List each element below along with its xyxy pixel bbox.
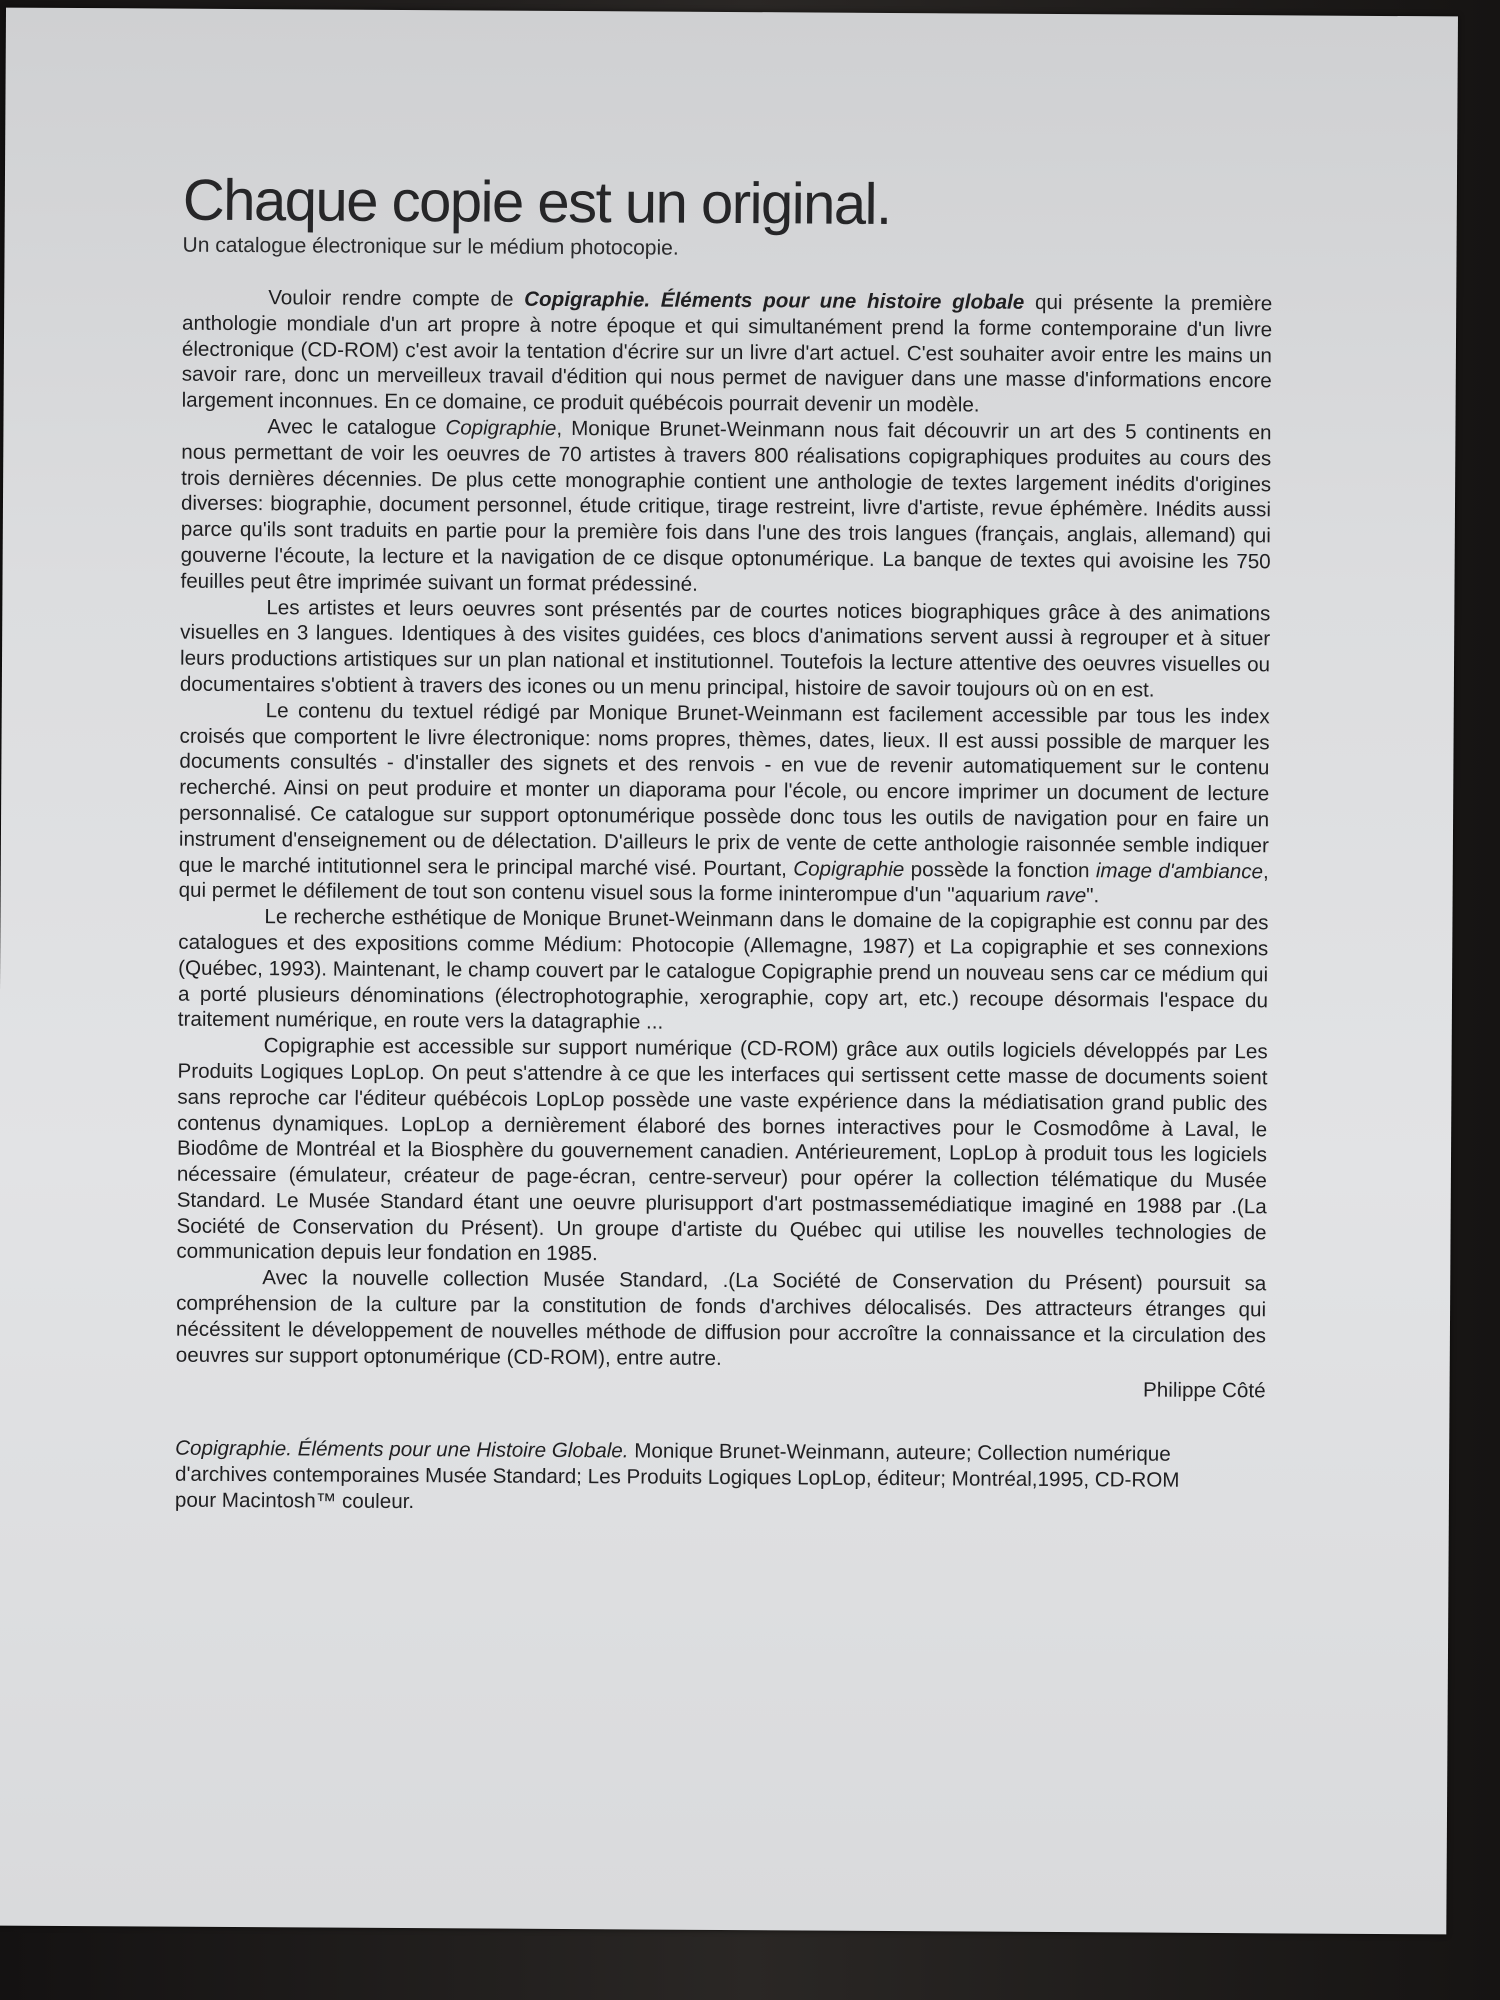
article-subtitle: Un catalogue électronique sur le médium photocopie. [182, 233, 679, 260]
p4-end: ". [1086, 884, 1100, 908]
paragraph-6: Copigraphie est accessible sur support numérique (CD-ROM) grâce aux outils logiciels développés par Les Produits Logiques LopLop. On peut s'attendre à ce que les interfaces qui sertissent cette masse de documents soient sans reproche car l'éditeur québécois LopLop possède une vaste expérience dans la médiatisation grand public des contenus dynamiques. LopLop a dernièrement élaboré des bornes interactives pour le Cosmodôme à Laval, le Biodôme de Montréal et la Biosphère du gouvernement canadien. Antérieurement, LopLop à produit tous les logiciels nécessaire (émulateur, créateur de page-écran, centre-serveur) pour opérer la collection télématique du Musée Standard. Le Musée Standard étant une oeuvre plurisupport d'art postmassemédiatique imaginé en 1988 par .(La Société de Conservation du Présent). Un groupe d'artiste du Québec qui utilise les nouvelles technologies de communication depuis leur fondation en 1985. [176, 1034, 1268, 1266]
p4-italic-1: Copigraphie [793, 856, 905, 881]
p2-rest: , Monique Brunet-Weinmann nous fait découvrir un art des 5 continents en nous permettant de voir les oeuvres de 70 artistes à travers 800 réalisations copigraphiques produites au cours des trois dernières décennies. De plus cette monographie contient une anthologie de textes largement inédits d'origines diverses: biographie, document personnel, étude critique, tirage restreint, livre d'artiste, revue éphémère. Inédits aussi parce qu'ils sont traduits en partie pour la première fois dans l'une des trois langues (français, anglais, allemand) qui gouverne l'écoute, la lecture et la navigation de ce disque optonumérique. La banque de textes qui avoisine les 750 feuilles peut être imprimée suivant un format prédessiné. [180, 416, 1272, 596]
p4-mid: possède la fonction [904, 857, 1096, 882]
p1-work-title: Copigraphie. Éléments pour une histoire globale [524, 287, 1025, 314]
p4-italic-2: image d'ambiance [1095, 858, 1264, 883]
article-title: Chaque copie est un original. [182, 167, 891, 237]
paragraph-4 [179, 697, 1270, 910]
p2-italic: Copigraphie [445, 416, 557, 440]
paragraph-1 [182, 285, 1273, 421]
paragraph-3: Les artistes et leurs oeuvres sont présentés par de courtes notices biographiques grâce à des animations visuelles en 3 langues. Identiques à des visites guidées, ces blocs d'animations servent aussi à regrouper et à situer leurs productions artistiques sur un plan national et institutionnel. Toutefois la lecture attentive des oeuvres visuelles ou documentaires s'obtient à travers des icones ou un menu principal, histoire de savoir toujours où on en est. [179, 595, 1271, 702]
paragraph-2 [180, 414, 1271, 601]
paragraph-7: Avec la nouvelle collection Musée Standard, .(La Société de Conservation du Présent) poursuit sa compréhension de la culture par la constitution de fonds d'archives délocalisés. Des attracteurs étranges qui nécéssitent le développement de nouvelles méthode de diffusion pour accroître la connaissance et la circulation des oeuvres sur support optonumérique (CD-ROM), entre autre. [175, 1266, 1267, 1370]
colophon [175, 1436, 1205, 1520]
p4-mid-2: , qui permet le défilement de tout son contenu visuel sous la forme ininterompue d'un "aquarium [178, 859, 1269, 908]
colophon-title: Copigraphie. Éléments pour une Histoire Globale. [175, 1437, 629, 1463]
article [175, 169, 1273, 1520]
p1-rest: qui présente la première anthologie mondiale d'un art propre à notre époque et qui simultanément prend la forme contemporaine d'un livre électronique (CD-ROM) c'est avoir la tentation d'écrire sur un livre d'art actuel. C'est souhaiter avoir entre les mains un savoir rare, donc un merveilleux travail d'édition qui nous permet de naviguer dans une masse d'informations encore largement inconnues. En ce domaine, ce produit québécois pourrait devenir un modèle. [181, 290, 1273, 417]
p4-lead: Le contenu du textuel rédigé par Monique Brunet-Weinmann est facilement accessible par tous les index croisés que comportent le livre électronique: noms propres, thèmes, dates, lieux. Il est aussi possible de marquer les documents consultés - d'installer des signets et des renvois - en vue de revenir automatiquement sur le contenu recherché. Ainsi on peut produire et monter un diaporama pour l'école, ou encore imprimer un document de lecture personnalisé. Ce catalogue sur support optonumérique possède donc tous les outils de navigation pour en faire un instrument d'enseignement ou de délectation. D'ailleurs le prix de vente de cette anthologie raisonnée semble indiquer que le marché intitutionnel sera le principal marché visé. Pourtant, [178, 698, 1270, 880]
article-body [176, 285, 1273, 1375]
p2-lead: Avec le catalogue [267, 415, 446, 440]
p4-italic-3: rave [1046, 884, 1087, 908]
author-signature: Philippe Côté [1143, 1379, 1266, 1403]
paragraph-5: Le recherche esthétique de Monique Brunet-Weinmann dans le domaine de la copigraphie est connu par des catalogues et des expositions comme Médium: Photocopie (Allemagne, 1987) et La copigraphie et ses connexions (Québec, 1993). Maintenant, le champ couvert par le catalogue Copigraphie prend un nouveau sens car ce médium qui a porté plusieurs dénominations (électrophotographie, xerographie, copy art, etc.) recoupe désormais l'espace du traitement numérique, en route vers la datagraphie ... [177, 905, 1269, 1034]
colophon-details: Monique Brunet-Weinmann, auteure; Collection numérique d'archives contemporaines Musée Standard; Les Produits Logiques LopLop, éditeur; Montréal,1995, CD-ROM pour Macintosh™ couleur. [174, 1439, 1180, 1514]
paper-sheet [0, 8, 1458, 1935]
p1-lead: Vouloir rendre compte de [268, 286, 525, 311]
